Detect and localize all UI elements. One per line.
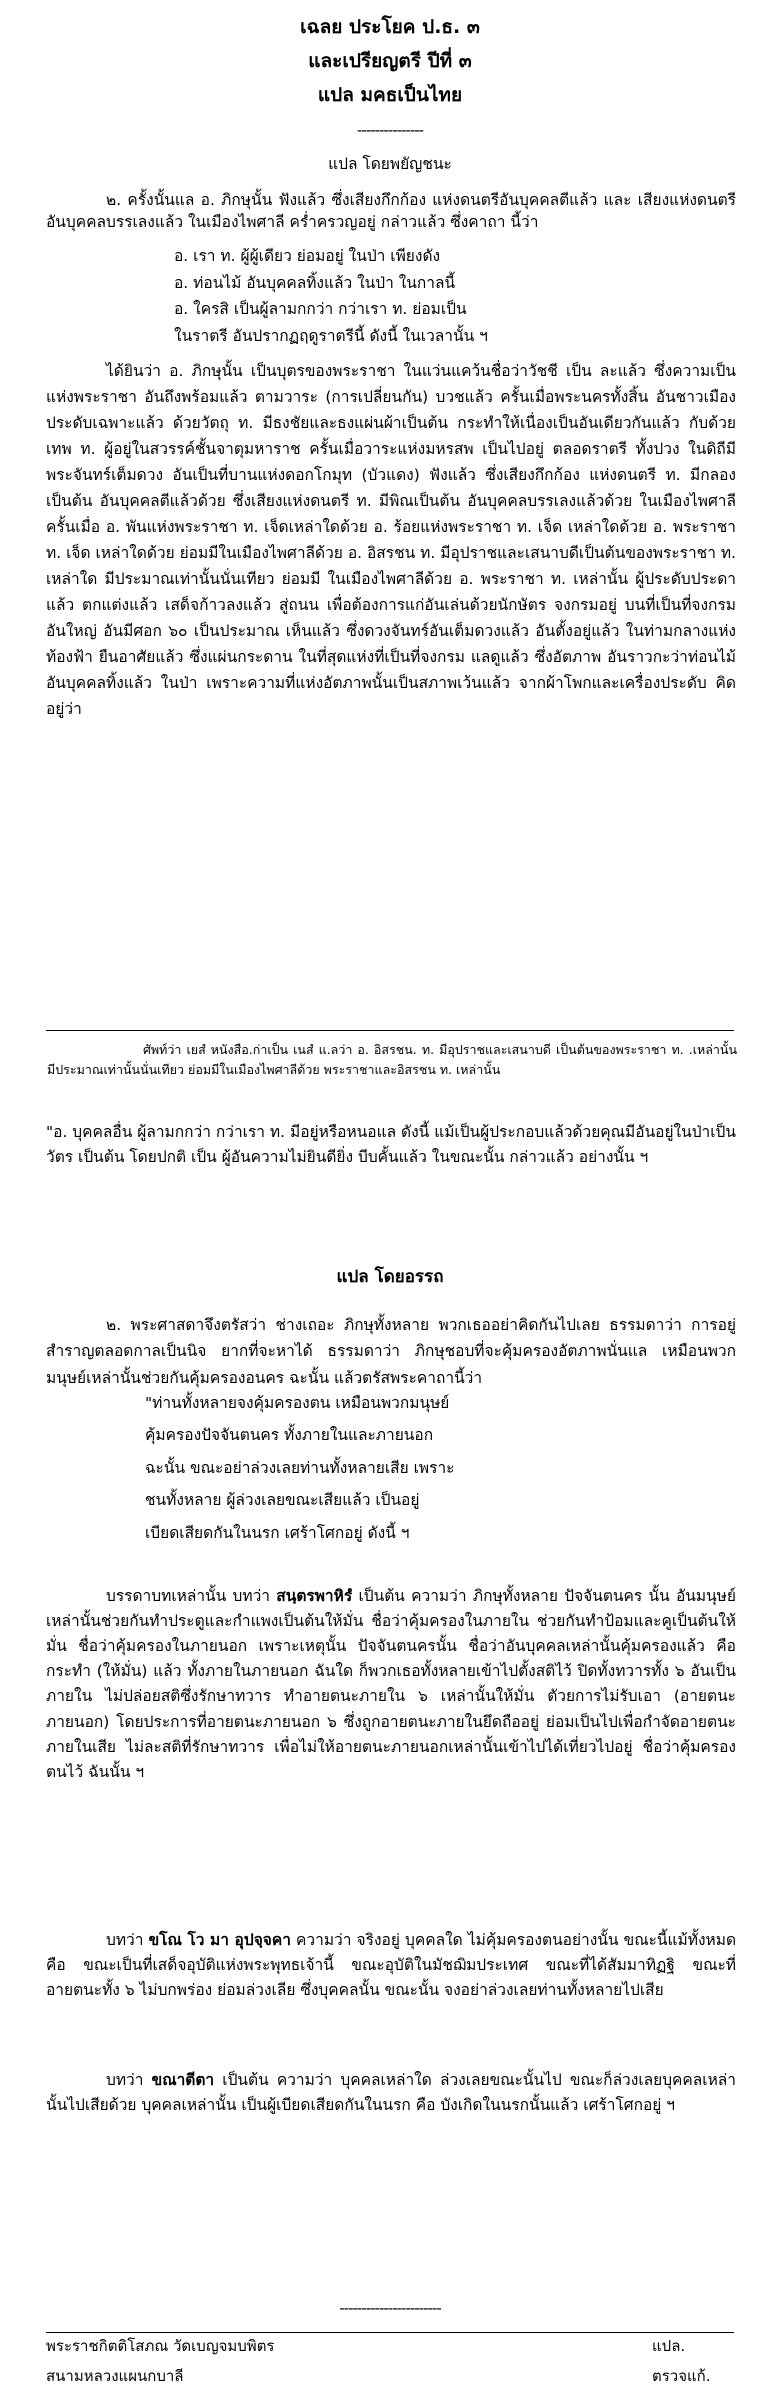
- paragraph-text: ความว่า จริงอยู่ บุคคลใด ไม่คุ้มครองตนอย่างนั้น ขณะนี้แม้ทั้งหมด คือ ขณะเป็นที่เสด็จอุบัติแห่งพระพุทธเจ้านี้ ขณะอุบัติในมัชฌิมประเทศ ขณะที่ได้สัมมาทิฏฐิ ขณะที่อายตนะทั้ง ๖ ไม่บกพร่อง ย่อมล่วงเลีย ซึ่งบุคคลนั้น ขณะนั้น จงอย่าล่วงเลยท่านทั้งหลายไปเสีย: [46, 1931, 737, 2000]
- paragraph-text: เป็นต้น ความว่า บุคคลเหล่าใด ล่วงเลยขณะนั้นไป ขณะก็ล่วงเลยบุคคลเหล่านั้นไปเสียด้วย บุคคลเหล่านั้น เป็นผู้เบียดเสียดกันในนรก คือ บังเกิดในนรกนั้นแล้ว เศร้าโศกอยู่ ฯ: [46, 2071, 737, 2115]
- verse-line: คุ้มครองปัจจันตนคร ทั้งภายในและภายนอก: [145, 1426, 434, 1445]
- section1-paragraph-3: "อ. บุคคลอื่น ผู้ลามกกว่า กว่าเรา ท. มีอยู่หรือหนอแล ดังนี้ แม้เป็นผู้ประกอบแล้วด้วยคุณมีอันอยู่ในป่าเป็นวัตร เป็นต้น โดยปกติ เป็น ผู้อันความไม่ยินดียิ่ง บีบคั้นแล้ว ในขณะนั้น กล่าวแล้ว อย่างนั้น ฯ: [46, 1123, 736, 1166]
- title-line-2: และเปรียญตรี ปีที่ ๓: [308, 50, 472, 72]
- section1-heading: แปล โดยพยัญชนะ: [328, 155, 452, 173]
- paragraph-prefix: บรรดาบทเหล่านั้น บทว่า: [106, 1587, 277, 1605]
- separator-top: ---------------: [356, 121, 424, 139]
- footer-row-1: [46, 2336, 736, 2364]
- reviewer-role: ตรวจแก้.: [652, 2367, 711, 2385]
- section2-paragraph-4: [46, 2068, 736, 2118]
- translator-role: แปล.: [652, 2337, 686, 2355]
- footnote-rule: [46, 1030, 734, 1031]
- verse-line: อ. เรา ท. ผู้ผู้เดียว ย่อมอยู่ ในป่า เพียงดัง: [174, 247, 441, 265]
- verse-line: ชนทั้งหลาย ผู้ล่วงเลยขณะเสียแล้ว เป็นอยู่: [145, 1491, 420, 1510]
- reviewer-name: สนามหลวงแผนกบาลี: [46, 2367, 184, 2385]
- separator-bottom: -----------------------: [339, 2299, 441, 2317]
- section2-heading: แปล โดยอรรถ: [336, 1267, 444, 1287]
- verse-line: "ท่านทั้งหลายจงคุ้มครองตน เหมือนพวกมนุษย์: [145, 1394, 450, 1412]
- pali-term: ขโณ โว มา อุปจฺจคา: [148, 1931, 291, 1949]
- pali-term: สนฺตรพาหิรํ: [276, 1587, 353, 1605]
- translator-name: พระราชกิตติโสภณ วัดเบญจมบพิตร: [46, 2337, 275, 2355]
- section1-paragraph-1: ๒. ครั้งนั้นแล อ. ภิกษุนั้น ฟังแล้ว ซึ่งเสียงกึกก้อง แห่งดนตรีอันบุคคลตีแล้ว และ เสียงแห่งดนตรีอันบุคคลบรรเลงแล้ว ในเมืองไพศาลี คร่ำครวญอยู่ กล่าวแล้ว ซึ่งคาถา นี้ว่า: [46, 191, 736, 231]
- section1-verse: [174, 246, 734, 348]
- paragraph-text: เป็นต้น ความว่า ภิกษุทั้งหลาย ปัจจันตนคร นั้น อันมนุษย์เหล่านั้นช่วยกันทำประตูและกำแพงเป็นต้นให้มั่น ชื่อว่าคุ้มครองในภายใน ช่วยกันทำป้อมและคูเป็นต้นให้มั่น ชื่อว่าคุ้มครองในภายนอก เพราะเหตุนั้น ปัจจันตนครนั้น ชื่อว่าอันบุคคลเหล่านั้นคุ้มครองแล้ว คือ กระทำ (ให้มั่น) แล้ว ทั้งภายในภายนอก ฉันใด ก็พวกเธอทั้งหลายเข้าไปตั้งสติไว้ ปิดทั้งทวารทั้ง ๖ อันเป็นภายใน ไม่ปล่อยสติซึ่งรักษาทวาร ทำอายตนะภายใน ๖ เหล่านั้นให้มั่น ตัวยการไม่รับเอา (อายตนะภายนอก) โดยประการที่อายตนะภายนอก ๖ ซึ่งถูกอายตนะภายในยึดถืออยู่ ย่อมเป็นไปเพื่อกำจัดอายตนะภายในเสีย ไม่ละสติที่รักษาทวาร เพื่อไม่ให้อายตนะภายนอกเหล่านั้นเข้าไปได้เที่ยวไปอยู่ ชื่อว่าคุ้มครองตนไว้ ฉันนั้น ฯ: [46, 1587, 736, 1781]
- verse-line: ในราตรี อันปรากฏฤดูราตรีนี้ ดังนี้ ในเวลานั้น ฯ: [174, 327, 488, 346]
- section1-paragraph-2: ได้ยินว่า อ. ภิกษุนั้น เป็นบุตรของพระราชา ในแว่นแคว้นชื่อว่าวัชชี เป็น ละแล้ว ซึ่งความเป็นแห่งพระราชา อันถึงพร้อมแล้ว ตามวาระ (การเปลี่ยนกัน) บวชแล้ว ครั้นเมื่อพระนครทั้งสิ้น อันชาวเมืองประดับเฉพาะแล้ว ด้วยวัตถุ ท. มีธงชัยและธงแผ่นผ้าเป็นต้น กระทำให้เนื่องเป็นอันเดียวกันแล้ว กับด้วยเทพ ท. ผู้อยู่ในสวรรค์ชั้นจาตุมหาราช ครั้นเมื่อวาระแห่งมหรสพ เป็นไปอยู่ ตลอดราตรี ทั้งปวง ในดิถีมีพระจันทร์เต็มดวง อันเป็นที่บานแห่งดอกโกมุท (บัวแดง) ฟังแล้ว ซึ่งเสียงกึกก้อง แห่งดนตรี ท. มีกลองเป็นต้น อันบุคคลตีแล้วด้วย ซึ่งเสียงแห่งดนตรี ท. มีพิณเป็นต้น อันบุคคลบรรเลงแล้วด้วย ในเมืองไพศาลี ครั้นเมื่อ อ. พันแห่งพระราชา ท. เจ็ดเหล่าใดด้วย อ. ร้อยแห่งพระราชา ท. เจ็ด เหล่าใดด้วย อ. พระราชา ท. เจ็ด เหล่าใดด้วย ย่อมมีในเมืองไพศาลีด้วย อ. อิสรชน ท. มีอุปราชและเสนาบดีเป็นต้นของพระราชา ท. เหล่าใด มีประมาณเท่านั้นนั่นเทียว ย่อมมี ในเมืองไพศาลีด้วย อ. พระราชา ท. เหล่านั้น ผู้ประดับประดาแล้ว ตกแต่งแล้ว เสด็จก้าวลงแล้ว สู่ถนน เพื่อต้องการแก่อันเล่นด้วยนักษัตร จงกรมอยู่ บนที่เป็นที่จงกรม อันใหญ่ อันมีศอก ๖๐ เป็นประมาณ เห็นแล้ว ซึ่งดวงจันทร์อันเต็มดวงแล้ว อันตั้งอยู่แล้ว ในท่ามกลางแห่งท้องฟ้า ยืนอาศัยแล้ว ซึ่งแผ่นกระดาน ในที่สุดแห่งที่เป็นที่จงกรม แลดูแล้ว ซึ่งอัตภาพ อันราวกะว่าท่อนไม้อันบุคคลทิ้งแล้ว ในป่า เพราะความที่แห่งอัตภาพนั้นเป็นสภาพเว้นแล้ว จากผ้าโพกและเครื่องประดับ คิดอยู่ว่า: [46, 362, 736, 719]
- verse-line: อ. ใครสิ เป็นผู้ลามกกว่า กว่าเรา ท. ย่อมเป็น: [174, 300, 467, 319]
- title-line-1: เฉลย ประโยค ป.ธ. ๓: [300, 16, 480, 38]
- title-line-3: แปล มคธเป็นไทย: [317, 84, 463, 106]
- section2-paragraph-1: ๒. พระศาสดาจึงตรัสว่า ช่างเถอะ ภิกษุทั้งหลาย พวกเธออย่าคิดกันไปเลย ธรรมดาว่า การอยู่สำราญตลอดกาลเป็นนิจ ยากที่จะหาได้ ธรรมดาว่า ภิกษุชอบที่จะคุ้มครองอัตภาพนั่นแล เหมือนพวกมนุษย์เหล่านั้นช่วยกันคุ้มครองอนคร ฉะนั้น แล้วตรัสพระคาถานี้ว่า: [46, 1316, 736, 1387]
- footer-row-2: [46, 2366, 736, 2394]
- section2-paragraph-3: [46, 1928, 736, 2003]
- section2-paragraph-2: [46, 1584, 736, 1785]
- section2-verse: [145, 1392, 705, 1544]
- paragraph-prefix: บทว่า: [106, 1931, 149, 1949]
- verse-line: ฉะนั้น ขณะอย่าล่วงเลยท่านทั้งหลายเสีย เพราะ: [145, 1458, 455, 1477]
- footer-rule: [46, 2332, 734, 2333]
- verse-line: เบียดเสียดกันในนรก เศร้าโศกอยู่ ดังนี้ ฯ: [145, 1523, 410, 1542]
- verse-line: อ. ท่อนไม้ อันบุคคลทิ้งแล้ว ในป่า ในกาลนี้: [174, 273, 456, 292]
- footnote: ศัพท์ว่า เยสํ หนังสือ.ก่าเป็น เนสํ แ.ลว่า อ. อิสรชน. ท. มีอุปราชและเสนาบดี เป็นต้นของพระราชา ท. .เหล่านั้น มีประมาณเท่านั้นนั่นเทียว ย่อมมีในเมืองไพศาลีด้วย พระราชาและอิสรชน ท. เหล่านั้น: [47, 1042, 737, 1077]
- paragraph-prefix: บทว่า: [106, 2071, 152, 2089]
- pali-term: ขณาตีตา: [151, 2071, 215, 2089]
